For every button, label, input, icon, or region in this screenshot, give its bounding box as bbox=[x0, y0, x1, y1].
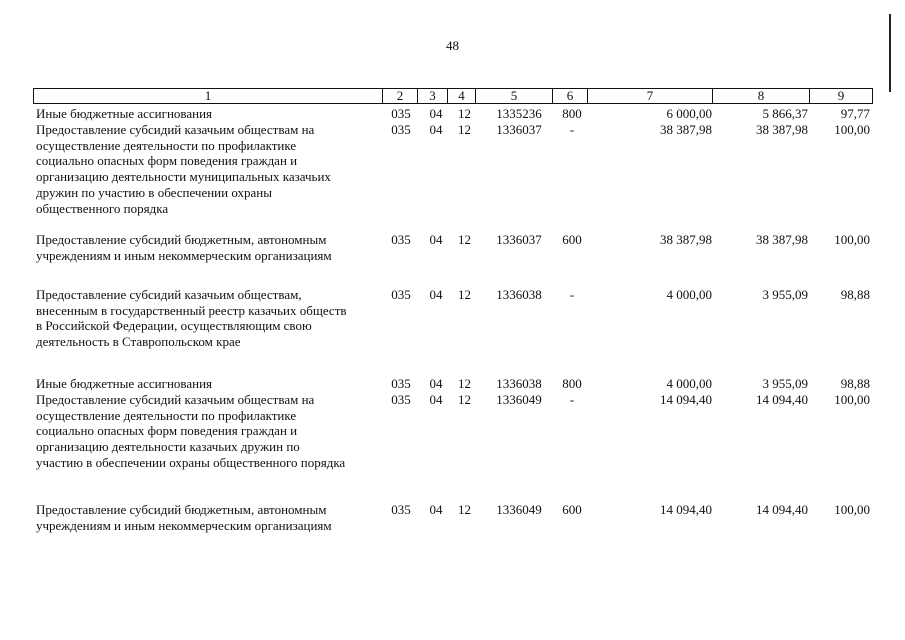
cell-col-9: 97,77 bbox=[840, 106, 870, 121]
description-line: Предоставление субсидий бюджетным, автономным bbox=[36, 232, 327, 247]
row-description bbox=[36, 122, 386, 216]
description-line: Иные бюджетные ассигнования bbox=[36, 376, 213, 391]
cell-col-6: - bbox=[569, 392, 575, 407]
cell-col-8: 3 955,09 bbox=[762, 287, 808, 302]
description-line: участию в обеспечении охраны общественного порядка bbox=[36, 454, 346, 470]
page-edge-line bbox=[889, 14, 891, 92]
column-header-4: 4 bbox=[448, 89, 476, 104]
row-description bbox=[36, 376, 386, 392]
description-line: в Российской Федерации, осуществляющим свою bbox=[36, 318, 312, 334]
description-line: социально опасных форм поведения граждан и bbox=[36, 153, 298, 169]
description-line: деятельность в Ставропольском крае bbox=[36, 334, 241, 350]
column-header-table bbox=[33, 88, 873, 104]
cell-col-3: 04 bbox=[429, 502, 443, 517]
cell-col-7: 38 387,98 bbox=[660, 122, 712, 137]
cell-col-4: 12 bbox=[458, 122, 471, 137]
column-header-3: 3 bbox=[418, 89, 448, 104]
row-description bbox=[36, 502, 386, 533]
description-line: общественного порядка bbox=[36, 200, 169, 216]
cell-col-4: 12 bbox=[458, 287, 471, 302]
description-line: осуществление деятельности по профилактике bbox=[36, 137, 297, 153]
cell-col-7: 4 000,00 bbox=[666, 287, 712, 302]
cell-col-3: 04 bbox=[429, 122, 443, 137]
cell-col-8: 3 955,09 bbox=[762, 376, 808, 391]
description-line: социально опасных форм поведения граждан и bbox=[36, 423, 298, 439]
cell-col-3: 04 bbox=[429, 287, 443, 302]
cell-col-5: 1336037 bbox=[496, 122, 542, 137]
description-line: Предоставление субсидий казачьим обществам на bbox=[36, 392, 315, 407]
description-line: Предоставление субсидий бюджетным, автономным bbox=[36, 502, 327, 517]
cell-col-6: 800 bbox=[562, 376, 582, 391]
cell-col-6: 800 bbox=[562, 106, 582, 121]
column-header-2: 2 bbox=[383, 89, 418, 104]
cell-col-9: 100,00 bbox=[834, 232, 870, 247]
cell-col-8: 38 387,98 bbox=[756, 232, 808, 247]
description-line: Предоставление субсидий казачьим обществам, bbox=[36, 287, 302, 302]
description-line: осуществление деятельности по профилактике bbox=[36, 407, 297, 423]
cell-col-8: 5 866,37 bbox=[762, 106, 808, 121]
cell-col-8: 14 094,40 bbox=[756, 392, 808, 407]
description-line: учреждениям и иным некоммерческим организациям bbox=[36, 247, 332, 263]
column-header-9: 9 bbox=[810, 89, 873, 104]
cell-col-2: 035 bbox=[391, 106, 411, 121]
cell-col-3: 04 bbox=[429, 376, 443, 391]
cell-col-6: - bbox=[569, 287, 575, 302]
cell-col-2: 035 bbox=[391, 287, 411, 302]
cell-col-4: 12 bbox=[458, 106, 471, 121]
cell-col-4: 12 bbox=[458, 502, 471, 517]
column-header-5: 5 bbox=[476, 89, 553, 104]
cell-col-5: 1336037 bbox=[496, 232, 542, 247]
cell-col-9: 100,00 bbox=[834, 502, 870, 517]
description-line: организацию деятельности муниципальных казачьих bbox=[36, 169, 331, 185]
cell-col-2: 035 bbox=[391, 232, 411, 247]
cell-col-9: 100,00 bbox=[834, 122, 870, 137]
cell-col-5: 1336038 bbox=[496, 287, 542, 302]
cell-col-5: 1336038 bbox=[496, 376, 542, 391]
description-line: дружин по участию в обеспечении охраны bbox=[36, 184, 272, 200]
cell-col-4: 12 bbox=[458, 392, 471, 407]
cell-col-7: 38 387,98 bbox=[660, 232, 712, 247]
cell-col-2: 035 bbox=[391, 392, 411, 407]
cell-col-9: 100,00 bbox=[834, 392, 870, 407]
cell-col-9: 98,88 bbox=[840, 287, 870, 302]
row-description bbox=[36, 287, 386, 350]
row-description bbox=[36, 232, 386, 263]
cell-col-7: 14 094,40 bbox=[660, 502, 712, 517]
row-description bbox=[36, 392, 386, 471]
cell-col-3: 04 bbox=[429, 106, 443, 121]
cell-col-2: 035 bbox=[391, 122, 411, 137]
cell-col-2: 035 bbox=[391, 376, 411, 391]
page-number: 48 bbox=[446, 38, 459, 53]
cell-col-7: 14 094,40 bbox=[660, 392, 712, 407]
cell-col-6: - bbox=[569, 122, 575, 137]
column-header-7: 7 bbox=[588, 89, 713, 104]
column-header-8: 8 bbox=[713, 89, 810, 104]
cell-col-4: 12 bbox=[458, 232, 471, 247]
cell-col-3: 04 bbox=[429, 232, 443, 247]
cell-col-8: 14 094,40 bbox=[756, 502, 808, 517]
cell-col-5: 1335236 bbox=[496, 106, 542, 121]
row-description bbox=[36, 106, 386, 122]
description-line: Иные бюджетные ассигнования bbox=[36, 106, 213, 121]
cell-col-8: 38 387,98 bbox=[756, 122, 808, 137]
description-line: внесенным в государственный реестр казачьих обществ bbox=[36, 302, 347, 318]
cell-col-9: 98,88 bbox=[840, 376, 870, 391]
cell-col-7: 4 000,00 bbox=[666, 376, 712, 391]
description-line: Предоставление субсидий казачьим обществам на bbox=[36, 122, 315, 137]
description-line: учреждениям и иным некоммерческим организациям bbox=[36, 517, 332, 533]
cell-col-5: 1336049 bbox=[496, 502, 542, 517]
column-header-1: 1 bbox=[34, 89, 383, 104]
column-header-6: 6 bbox=[553, 89, 588, 104]
description-line: организацию деятельности казачьих дружин по bbox=[36, 439, 300, 455]
column-header-row bbox=[34, 89, 873, 104]
cell-col-6: 600 bbox=[562, 502, 582, 517]
cell-col-2: 035 bbox=[391, 502, 411, 517]
cell-col-5: 1336049 bbox=[496, 392, 542, 407]
cell-col-4: 12 bbox=[458, 376, 471, 391]
cell-col-3: 04 bbox=[429, 392, 443, 407]
cell-col-7: 6 000,00 bbox=[666, 106, 712, 121]
cell-col-6: 600 bbox=[562, 232, 582, 247]
